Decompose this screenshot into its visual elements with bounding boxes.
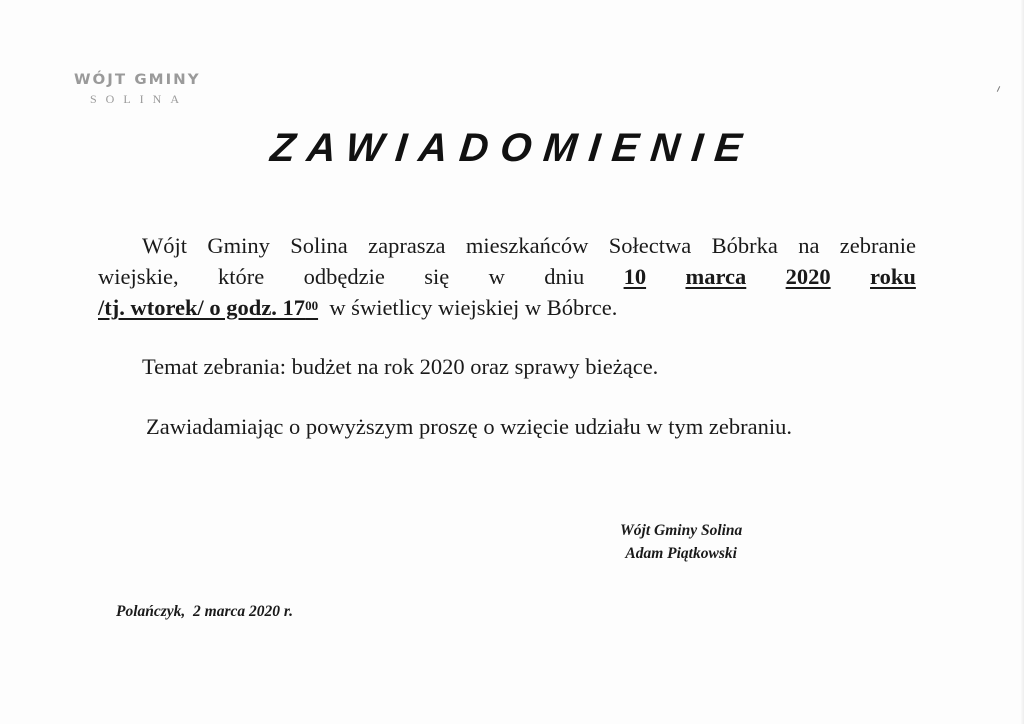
paragraph-line-1 (98, 230, 916, 261)
word: Solina (290, 233, 348, 258)
word: wiejskie, (98, 264, 179, 289)
word: które (217, 264, 265, 289)
paragraph-line-2 (98, 261, 916, 292)
stamp-line-2: SOLINA (90, 92, 188, 106)
word: odbędzie (303, 264, 385, 289)
meeting-place: w świetlicy wiejskiej w Bóbrce. (329, 295, 618, 320)
signature-block (620, 519, 742, 565)
word: Gminy (207, 233, 270, 258)
word: Wójt (142, 233, 187, 258)
meeting-time (98, 295, 318, 320)
meeting-date-word: 10 (623, 264, 647, 289)
document-title: ZAWIADOMIENIE (268, 126, 756, 170)
word: na (798, 233, 820, 258)
paragraph-line-3 (98, 292, 916, 323)
place-and-date: Polańczyk, 2 marca 2020 r. (116, 603, 293, 620)
office-stamp (74, 72, 201, 105)
word: zaprasza (368, 233, 446, 258)
meeting-date-word: marca (685, 264, 747, 289)
signature-name: Adam Piątkowski (625, 545, 737, 562)
word: się (424, 264, 450, 289)
meeting-time-text: /tj. wtorek/ o godz. 17 (98, 295, 306, 320)
word: dniu (544, 264, 585, 289)
word: Sołectwa (608, 233, 692, 258)
word: mieszkańców (465, 233, 589, 258)
paragraph-invitation (98, 230, 916, 323)
paragraph-topic: Temat zebrania: budżet na rok 2020 oraz sprawy bieżące. (142, 354, 659, 379)
meeting-date-word: 2020 (785, 264, 831, 289)
word: w (488, 264, 505, 289)
meeting-date-word: roku (870, 264, 916, 289)
scan-mark (997, 86, 1000, 92)
stamp-line-1: WÓJT GMINY (74, 70, 201, 88)
word: Bóbrka (711, 233, 778, 258)
word: zebranie (839, 233, 916, 258)
signature-title: Wójt Gminy Solina (620, 522, 743, 539)
meeting-time-minutes: 00 (305, 298, 319, 313)
paragraph-closing: Zawiadamiając o powyższym proszę o wzięcie udziału w tym zebraniu. (146, 414, 792, 439)
